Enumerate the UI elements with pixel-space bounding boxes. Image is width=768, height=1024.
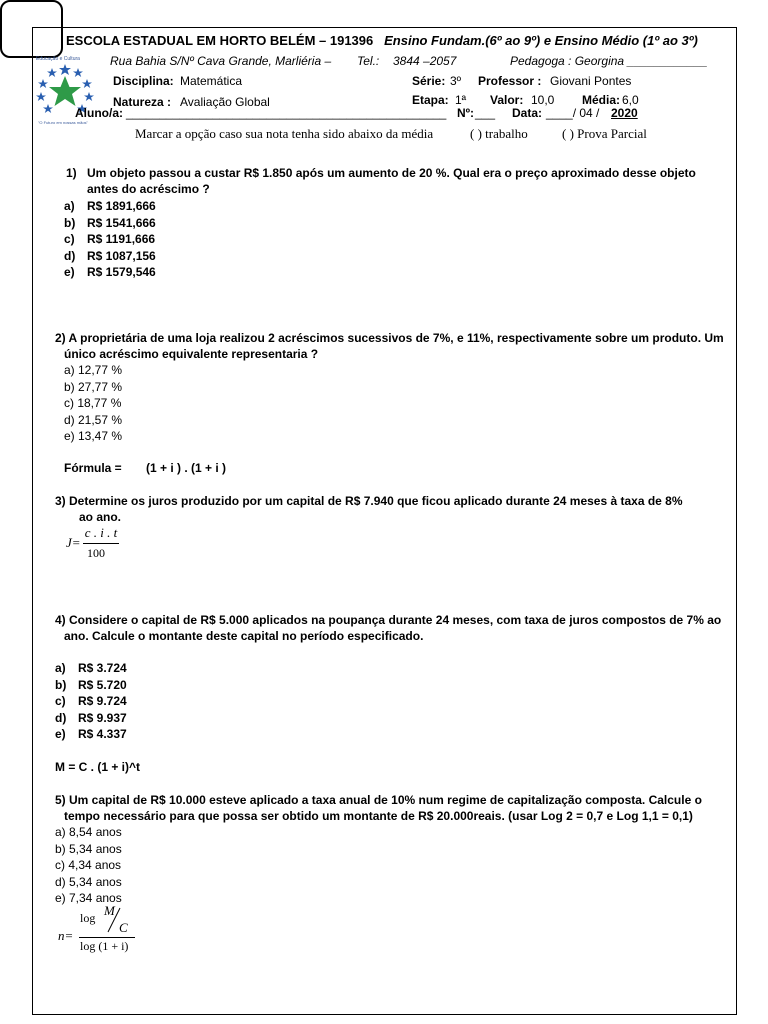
data-field[interactable]: ____/ 04 / (546, 106, 600, 120)
etapa-label: Etapa: (412, 93, 449, 107)
formula-label: Fórmula = (64, 461, 122, 475)
option-d[interactable]: R$ 1087,156 (87, 248, 156, 263)
numero-label: Nº: (457, 106, 475, 120)
option-c[interactable]: R$ 1191,666 (87, 232, 156, 246)
option-e[interactable]: R$ 4.337 (78, 727, 127, 741)
formula-log: log (80, 911, 96, 925)
serie-value: 3º (450, 74, 462, 88)
media-value: 6,0 (622, 93, 639, 107)
formula-denominator: log (1 + i) (80, 939, 129, 953)
question-text: ano. Calcule o montante deste capital no período especificado. (64, 629, 424, 643)
question-text: antes do acréscimo ? (87, 182, 210, 196)
school-name: ESCOLA ESTADUAL EM HORTO BELÉM – 191396 (66, 33, 374, 48)
option-letter: b) (64, 215, 76, 230)
natureza-label: Natureza : (113, 95, 172, 109)
disciplina-label: Disciplina: (113, 74, 174, 88)
option-a[interactable]: R$ 3.724 (78, 661, 127, 675)
formula-numerator: c . i . t (84, 525, 118, 540)
option-letter: b) (55, 677, 67, 692)
tel-label: Tel.: (357, 54, 380, 68)
option-d[interactable]: d) 5,34 anos (55, 874, 122, 889)
natureza-value: Avaliação Global (180, 95, 270, 109)
option-letter: c) (55, 694, 66, 708)
prova-parcial-checkbox[interactable]: ( ) Prova Parcial (562, 126, 647, 141)
option-c[interactable]: R$ 9.724 (78, 694, 127, 708)
question-text: ao ano. (79, 510, 122, 524)
question-text: 5) Um capital de R$ 10.000 esteve aplicado a taxa anual de 10% num regime de capitalização composta. Calcule o (55, 793, 702, 807)
fraction-bar (83, 543, 119, 544)
formula-m: M (104, 903, 115, 918)
professor-value: Giovani Pontes (550, 74, 632, 88)
option-e[interactable]: e) 7,34 anos (55, 891, 122, 905)
formula-lhs: J= (66, 535, 81, 550)
option-c[interactable]: c) 4,34 anos (55, 858, 122, 872)
option-letter: c) (64, 232, 75, 246)
option-letter: d) (64, 248, 76, 263)
option-d[interactable]: R$ 9.937 (78, 710, 127, 725)
data-year: 2020 (611, 106, 638, 120)
school-levels: Ensino Fundam.(6º ao 9º) e Ensino Médio (1º ao 3º) (384, 33, 698, 48)
aluno-field[interactable]: ________________________________________________ (126, 106, 447, 120)
disciplina-value: Matemática (180, 74, 243, 88)
question-text: 2) A proprietária de uma loja realizou 2 acréscimos sucessivos de 7%, e 11%, respectivamente sobre um produto. Um (55, 331, 724, 345)
question-text: tempo necessário para que possa ser obtido um montante de R$ 20.000reais. (usar Log 2 = 0,7 e Log 1,1 = 0,1) (64, 809, 693, 823)
option-b[interactable]: R$ 5.720 (78, 677, 127, 692)
option-letter: a) (64, 199, 75, 213)
tel-value: 3844 –2057 (393, 54, 457, 68)
aluno-label: Aluno/a: (75, 106, 123, 120)
option-b[interactable]: R$ 1541,666 (87, 215, 156, 230)
serie-label: Série: (412, 74, 446, 88)
media-label: Média: (582, 93, 621, 107)
logo-bottom-text: "O Futuro em nossas mãos" (38, 120, 88, 125)
marcar-instruction: Marcar a opção caso sua nota tenha sido abaixo da média (135, 126, 434, 141)
option-b[interactable]: b) 27,77 % (64, 379, 123, 394)
option-letter: e) (55, 727, 66, 741)
question-text: 3) Determine os juros produzido por um capital de R$ 7.940 que ficou aplicado durante 24 meses à taxa de 8% (55, 494, 683, 508)
option-b[interactable]: b) 5,34 anos (55, 841, 122, 856)
question-text: Um objeto passou a custar R$ 1.850 após um aumento de 20 %. Qual era o preço aproximado desse objeto (87, 166, 696, 180)
logo-top-text: Educação e Cultura (36, 56, 80, 62)
valor-label: Valor: (490, 93, 524, 107)
school-address: Rua Bahia S/Nº Cava Grande, Marliéria – (110, 54, 332, 68)
option-e[interactable]: e) 13,47 % (64, 429, 123, 443)
option-c[interactable]: c) 18,77 % (64, 396, 122, 410)
option-a[interactable]: R$ 1891,666 (87, 199, 156, 213)
pedagoga: Pedagoga : Georgina ____________ (510, 54, 708, 68)
option-a[interactable]: a) 8,54 anos (55, 825, 122, 839)
formula-denominator: 100 (87, 546, 105, 560)
etapa-value: 1ª (455, 93, 467, 107)
fraction-bar (79, 937, 135, 938)
question-text: 4) Considere o capital de R$ 5.000 aplicados na poupança durante 24 meses, com taxa de juros compostos de 7% ao (55, 613, 722, 627)
valor-value: 10,0 (531, 93, 555, 107)
formula-lhs: n= (58, 928, 74, 943)
option-letter: d) (55, 710, 67, 725)
option-d[interactable]: d) 21,57 % (64, 412, 123, 427)
trabalho-checkbox[interactable]: ( ) trabalho (470, 126, 528, 141)
question-text: único acréscimo equivalente representaria ? (64, 347, 319, 361)
professor-label: Professor : (478, 74, 542, 88)
formula: M = C . (1 + i)^t (55, 760, 141, 774)
school-header (66, 33, 698, 48)
question-number: 1) (66, 166, 77, 180)
formula-c: C (119, 920, 128, 935)
data-label: Data: (512, 106, 543, 120)
option-e[interactable]: R$ 1579,546 (87, 265, 156, 279)
numero-field[interactable]: ___ (475, 106, 496, 120)
formula: (1 + i ) . (1 + i ) (146, 461, 227, 475)
option-a[interactable]: a) 12,77 % (64, 363, 123, 377)
option-letter: e) (64, 265, 75, 279)
option-letter: a) (55, 661, 66, 675)
